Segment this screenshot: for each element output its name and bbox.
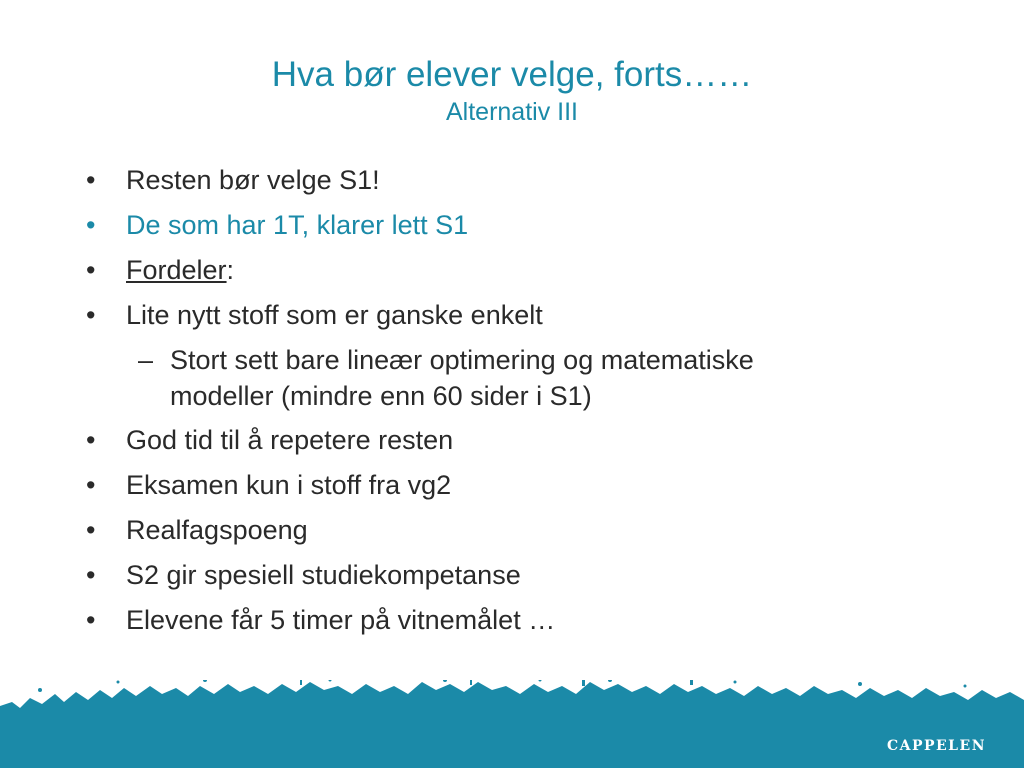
- bullet-suffix: :: [226, 255, 235, 285]
- slide-title: Hva bør elever velge, forts……: [271, 55, 753, 94]
- bullet-item: [86, 463, 986, 508]
- cappelen-logo: CAPPELEN: [886, 738, 986, 754]
- bullet-item: [86, 293, 986, 338]
- slide-subtitle: Alternativ III: [446, 98, 578, 126]
- title-block: [0, 54, 1024, 128]
- sub-bullet-line-1: Stort sett bare lineær optimering og matematiske: [170, 345, 754, 375]
- bullet-text: Resten bør velge S1!: [126, 165, 380, 195]
- bullet-text: S2 gir spesiell studiekompetanse: [126, 560, 521, 590]
- bullet-text: God tid til å repetere resten: [126, 425, 454, 455]
- bullet-text: Lite nytt stoff som er ganske enkelt: [126, 300, 543, 330]
- bullet-text-fordeler: Fordeler: [126, 255, 227, 285]
- sub-bullet-line-2: modeller (mindre enn 60 sider i S1): [170, 381, 592, 411]
- bullet-item: [86, 203, 986, 248]
- bullet-text: De som har 1T, klarer lett S1: [126, 210, 469, 240]
- bullet-item: [86, 248, 986, 293]
- sub-bullet-item: [86, 338, 986, 418]
- bullet-item: [86, 158, 986, 203]
- footer-wave-decoration: [0, 680, 1024, 768]
- footer-band: [0, 680, 1024, 768]
- bullet-text: Eksamen kun i stoff fra vg2: [126, 470, 452, 500]
- sub-bullet-dash: –: [138, 345, 154, 375]
- bullet-item: [86, 418, 986, 463]
- bullet-item: [86, 508, 986, 553]
- bullet-item: [86, 553, 986, 598]
- bullet-list: [86, 158, 986, 643]
- bullet-text: Elevene får 5 timer på vitnemålet …: [126, 605, 556, 635]
- bullet-item: [86, 598, 986, 643]
- bullet-text: Realfagspoeng: [126, 515, 308, 545]
